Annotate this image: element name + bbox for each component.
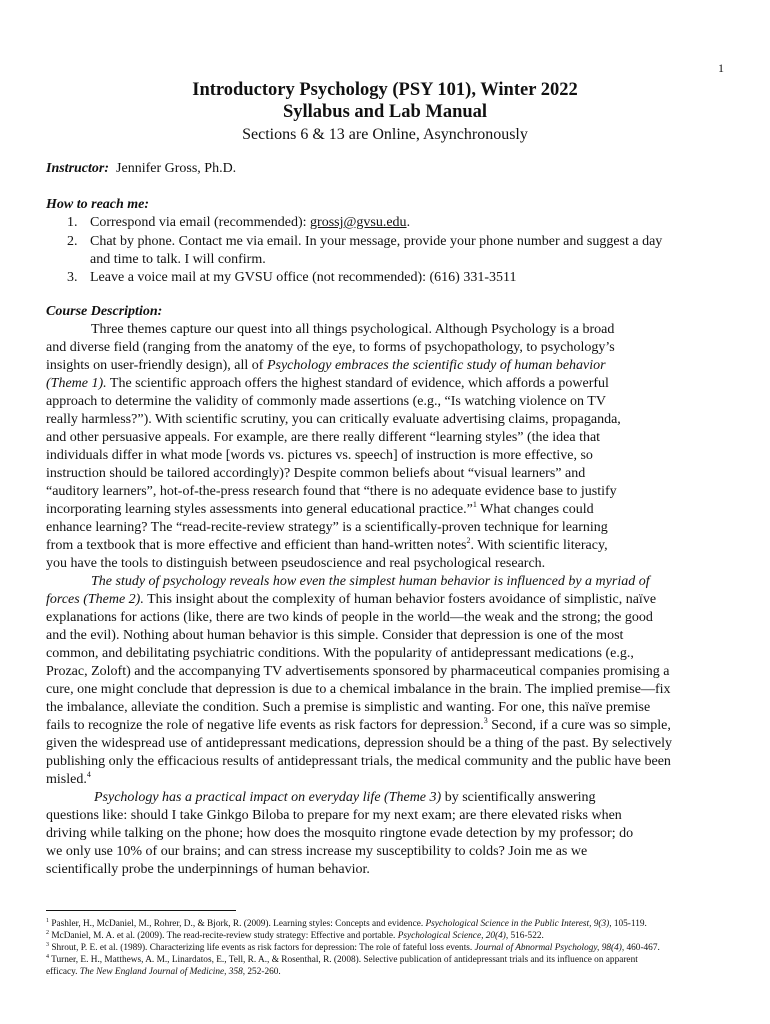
paragraph-line: approach to determine the validity of commonly made assertions (e.g., “Is watching violence on TV: [46, 394, 606, 409]
paragraph-line: enhance learning? The “read-recite-review strategy” is a scientifically-proven technique for learning: [46, 520, 608, 535]
paragraph-line: “auditory learners”, hot-of-the-press research found that “there is no adequate evidence base to justify: [46, 484, 617, 499]
page-title: Introductory Psychology (PSY 101), Winter 2022: [192, 80, 578, 100]
course-description-heading: Course Description:: [46, 304, 163, 319]
paragraph-line: given the widespread use of antidepressant medications, depression should be a thing of the past. By selectively: [46, 736, 672, 751]
contact-item-3: Leave a voice mail at my GVSU office (not recommended): (616) 331-3511: [90, 270, 517, 285]
paragraph-line: instruction should be tailored accordingly)? Despite common beliefs about “visual learners” and: [46, 466, 586, 481]
paragraph-line: fails to recognize the role of negative life events as risk factors for depression.$^3$ Second, if a cure was so simple,: [46, 716, 671, 733]
paragraph-line: cure, one might conclude that depression is due to a chemical imbalance in the brain. The implied premise—fix: [46, 682, 671, 697]
contact-item-2-number: 2.: [67, 234, 78, 249]
contact-item-2-cont: and time to talk. I will confirm.: [90, 252, 266, 267]
paragraph-line: common, and debilitating psychiatric conditions. With the popularity of antidepressant medications (e.g.,: [46, 646, 634, 661]
page-title-line2: Syllabus and Lab Manual: [282, 102, 488, 122]
contact-item-1-number: 1.: [67, 215, 78, 230]
paragraph-line: the imbalance, alleviate the condition. Such a premise is simplistic and wanting. For one, this naïve premise: [46, 700, 651, 715]
paragraph-line: Psychology has a practical impact on everyday life (Theme 3) by scientifically answering: [94, 790, 596, 805]
footnote-ref: 2: [466, 536, 471, 545]
paragraph-line: publishing only the efficacious results of antidepressant trials, the medical community and the public have been: [46, 754, 671, 769]
page-number: 1: [718, 61, 724, 75]
instructor-label: Instructor:: [46, 161, 110, 176]
contact-item-1: Correspond via email (recommended): grossj@gvsu.edu.: [90, 215, 411, 230]
paragraph-line: from a textbook that is more effective and efficient than hand-written notes$^2$. With scientific literacy,: [46, 536, 608, 553]
contact-item-3-number: 3.: [67, 270, 78, 285]
page-subtitle: Sections 6 & 13 are Online, Asynchronously: [242, 126, 528, 143]
paragraph-line: you have the tools to distinguish between pseudoscience and real psychological research.: [46, 556, 546, 571]
email-link[interactable]: grossj@gvsu.edu: [310, 215, 407, 230]
theme-2-text: The study of psychology reveals how even the simplest human behavior is influenced by a myriad of: [91, 574, 650, 589]
footnote-4: $^4$ Turner, E. H., Matthews, A. M., Linardatos, E., Tell, R. A., & Rosenthal, R. (2008). Selective publication of antidepressant trials and its influence on apparent: [46, 954, 638, 965]
footnote-3: $^3$ Shrout, P. E. et al. (1989). Characterizing life events as risk factors for depression: The role of fateful loss events. Journal of Abnormal Psychology, 98(4), 460-467.: [46, 942, 660, 953]
paragraph-line: really harmless?”). With scientific scrutiny, you can critically evaluate advertising claims, propaganda,: [46, 412, 621, 427]
footnote-divider: [46, 910, 236, 911]
paragraph-line: Three themes capture our quest into all things psychological. Although Psychology is a broad: [91, 322, 615, 337]
paragraph-line: and the evil). Nothing about human behavior is this simple. Consider that depression is one of the most: [46, 628, 624, 643]
paragraph-line: forces (Theme 2). This insight about the complexity of human behavior fosters avoidance of simplistic, naïve: [46, 592, 657, 607]
theme-1-text: Psychology embraces the scientific study of human behavior: [266, 358, 606, 373]
footnote-4-cont: efficacy. The New England Journal of Medicine, 358, 252-260.: [46, 967, 281, 977]
footnote-2: $^2$ McDaniel, M. A. et al. (2009). The read-recite-review study strategy: Effective and portable. Psychological Science, 20(4), 516-522.: [46, 930, 544, 941]
paragraph-line: we only use 10% of our brains; and can stress increase my susceptibility to colds? Join me as we: [46, 844, 588, 859]
paragraph-line: individuals differ in what mode [words vs. pictures vs. speech] of instruction is more effective, so: [46, 448, 593, 463]
contact-heading: How to reach me:: [46, 197, 150, 212]
instructor-line: [46, 160, 236, 178]
paragraph-line: Prozac, Zoloft) and the accompanying TV advertisements sponsored by pharmaceutical companies promising a: [46, 664, 670, 679]
paragraph-line: (Theme 1). The scientific approach offers the highest standard of evidence, which affords a powerful: [46, 376, 609, 391]
theme-3-text: Psychology has a practical impact on everyday life (Theme 3): [94, 790, 442, 805]
paragraph-line: scientifically probe the underpinnings of human behavior.: [46, 862, 370, 877]
footnote-1: $^1$ Pashler, H., McDaniel, M., Rohrer, D., & Bjork, R. (2009). Learning styles: Concepts and evidence. Psychological Science in the Public Interest, 9(3), 105-119.: [46, 918, 647, 929]
paragraph-line: and diverse field (ranging from the anatomy of the eye, to forms of psychopathology, to psychology’s: [46, 340, 615, 355]
paragraph-line: and other persuasive appeals. For example, are there really different “learning styles” (the idea that: [46, 430, 601, 445]
paragraph-line: incorporating learning styles assessments into general educational practice.”$^1$ What changes could: [46, 500, 594, 517]
paragraph-line: insights on user-friendly design), all of Psychology embraces the scientific study of human behavior: [46, 358, 606, 373]
contact-item-2: Chat by phone. Contact me via email. In your message, provide your phone number and suggest a day: [90, 234, 663, 249]
paragraph-line: driving while talking on the phone; how does the mosquito ringtone evade detection by my professor; do: [46, 826, 634, 841]
footnote-ref: 4: [86, 770, 91, 779]
footnote-ref: 1: [472, 500, 477, 509]
footnote-ref: 3: [483, 716, 488, 725]
paragraph-line: explanations for actions (like, there are two kinds of people in the world—the weak and the strong; the good: [46, 610, 653, 625]
paragraph-line: questions like: should I take Ginkgo Biloba to prepare for my next exam; are there elevated risks when: [46, 808, 622, 823]
paragraph-line: misled.$^4$: [46, 770, 91, 787]
instructor-name: Jennifer Gross, Ph.D.: [116, 161, 237, 176]
